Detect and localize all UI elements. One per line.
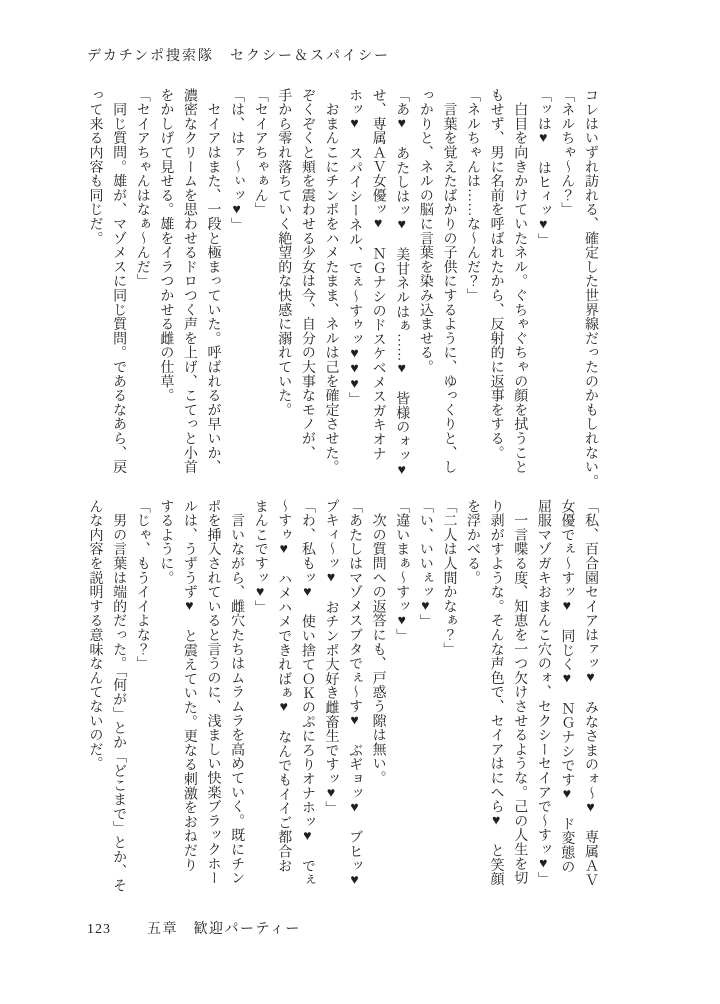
text-line: もせず、男に名前を呼ばれたから、反射的に返事をする。 [488, 88, 504, 460]
text-line: 女優でぇ～すッ♥ 同じく♥ ＮＧナシです♥ ド変態の [559, 499, 575, 874]
upper-text-block [83, 88, 602, 492]
text-line: 言いながら、雌穴たちはムラムラを高めていく。既にチン [229, 499, 245, 886]
text-line: ホッ♥ スパイシーネル、でぇ～すゥッ♥♥♥」 [347, 88, 363, 407]
text-line: ポを挿入されていると言うのに、浅ましい快楽ブラックホー [205, 499, 221, 886]
text-line: って来る内容も同じだ。 [87, 88, 103, 246]
text-line: 濃密なクリームを思わせるドロつく声を上げ、こてっと小首 [181, 88, 197, 475]
text-line: 「セイアちゃんはなぁ～んだ」 [134, 88, 150, 289]
text-line: 男の言葉は端的だった。「何が」とか「どこまで」とか、そ [111, 499, 127, 893]
text-line: 手から零れ落ちていく絶望的な快感に溺れていた。 [276, 88, 292, 417]
text-line: 「い、いいぇッ♥」 [417, 499, 433, 629]
text-line: せ、専属ＡＶ女優ッ♥ ＮＧナシのドスケベメスガキオナ [370, 88, 386, 461]
text-line: 一言喋る度、知恵を一つ欠けさせるような。己の人生を切 [512, 499, 528, 886]
text-line: 同じ質問。雄が、マゾメスに同じ質問。であるなあら、戻 [111, 88, 127, 475]
text-line: っかりと、ネルの脳に言葉を染み込ませる。 [417, 88, 433, 374]
text-line: ～すゥ♥ ハメハメできればぁ♥ なんでもイイご都合お [276, 499, 292, 873]
text-line: ルは、うずうず♥ と震えていた。更なる刺激をおねだり [181, 499, 197, 872]
text-line: 「ッは♥ はヒィッ♥」 [535, 88, 551, 248]
text-line: ぞくぞくと頬を震わせる少女は今、自分の大事なモノが、 [299, 88, 315, 460]
chapter-title: 五章 歓迎パーティー [147, 922, 301, 937]
text-line: 「じゃ、もうイイよな？」 [134, 499, 150, 671]
text-line: 「二人は人間かなぁ？」 [441, 499, 457, 657]
text-line: 「ネルちゃんは……な～んだ？」 [465, 88, 481, 303]
text-line: 次の質問への返答にも、戸惑う隙は無い。 [370, 499, 386, 785]
text-line: 屈服マゾガキおまんこ穴のォ、セクシーセイアで～すッ♥」 [535, 499, 551, 887]
text-line: プキィ～ッ♥ おチンポ大好き雌畜生ですッ♥」 [323, 499, 339, 816]
text-line: を浮かべる。 [465, 499, 481, 585]
text-line: んな内容を説明する意味なんてないのだ。 [87, 499, 103, 771]
text-line: り剥がすような。そんな声色で、セイアはにへら♥ と笑顔 [488, 499, 504, 887]
page-footer [87, 918, 301, 938]
text-line: 「あたしはマゾメスブタでぇ～す♥ ぶギョッ♥ ブヒッ♥ [347, 499, 363, 889]
lower-text-block [83, 499, 602, 903]
text-line: をかしげて見せる。雄をイラつかせる雌の仕草。 [158, 88, 174, 403]
text-line: 白目を向きかけていたネル。ぐちゃぐちゃの顔を拭うこと [512, 88, 528, 475]
running-head-title: デカチンポ捜索隊 セクシー＆スパイシー [87, 49, 391, 64]
text-line: まんこですッ♥」 [252, 499, 268, 615]
text-line: 「は、はァ～ぃッ♥」 [229, 88, 245, 232]
text-line: コレはいずれ訪れる、確定した世界線だったのかもしれない。 [583, 88, 598, 489]
page-number: 123 [87, 922, 111, 937]
text-line: セイアはまた、一段と極まっていた。呼ばれるが早いか、 [205, 88, 221, 475]
text-line: おまんこにチンポをハメたまま、ネルは己を確定させた。 [323, 88, 339, 475]
text-line: 「私、百合園セイアはァッ♥ みなさまのォ～♥ 専属ＡＶ [583, 499, 598, 888]
text-line: 「セイアちゃぁん」 [252, 88, 268, 217]
text-line: するように。 [158, 499, 174, 585]
text-line: 「あ♥ あたしはッ♥ 美甘ネルはぁ……♥ 皆様のォッ♥ [394, 88, 410, 479]
text-line: 「わ、私もッ♥ 使い捨てＯＫのぷにろりオナホッ♥ でぇ [299, 499, 315, 888]
text-line: 「違いまぁ～すッ♥」 [394, 499, 410, 643]
text-line: 「ネルちゃ～ん？」 [559, 88, 575, 217]
text-line: 言葉を覚えたばかりの子供にするように、ゆっくりと、し [441, 88, 457, 475]
